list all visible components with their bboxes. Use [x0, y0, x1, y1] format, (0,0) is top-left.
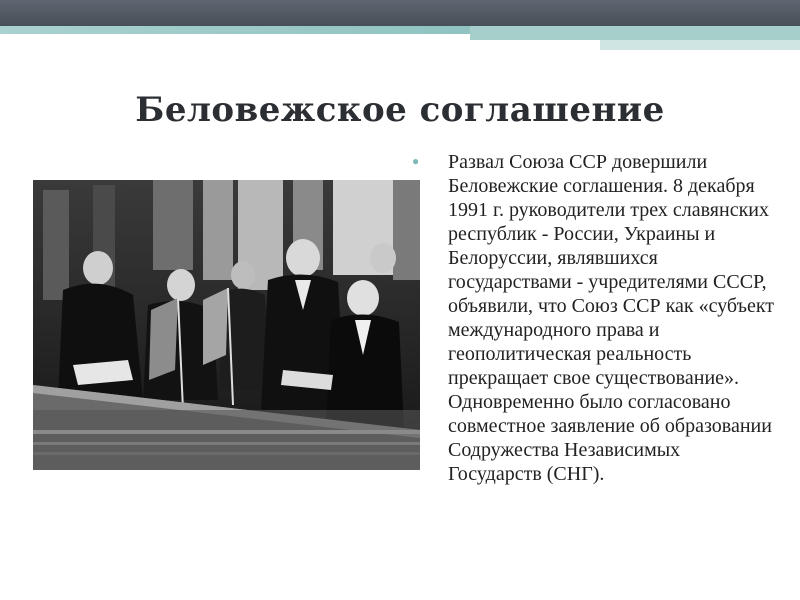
body-text-block [412, 150, 778, 486]
header-band [0, 0, 800, 26]
historical-photo [33, 180, 420, 470]
header-accent-tab-light [600, 40, 800, 50]
header-accent-tab [470, 26, 800, 40]
slide-title: Беловежское соглашение [135, 90, 665, 130]
body-paragraph: Развал Союза ССР довершили Беловежские соглашения. 8 декабря 1991 г. руководители трех славянских республик - России, Украины и Белоруссии, являвшихся государствами - учредителями СССР, объявили, что Союз ССР как «субъект международного права и геополитическая реальность прекращает свое существование». Одновременно было согласовано совместное заявление об образовании Содружества Независимых Государств (СНГ). [448, 151, 775, 485]
bullet-dot-icon: ● [412, 154, 420, 168]
